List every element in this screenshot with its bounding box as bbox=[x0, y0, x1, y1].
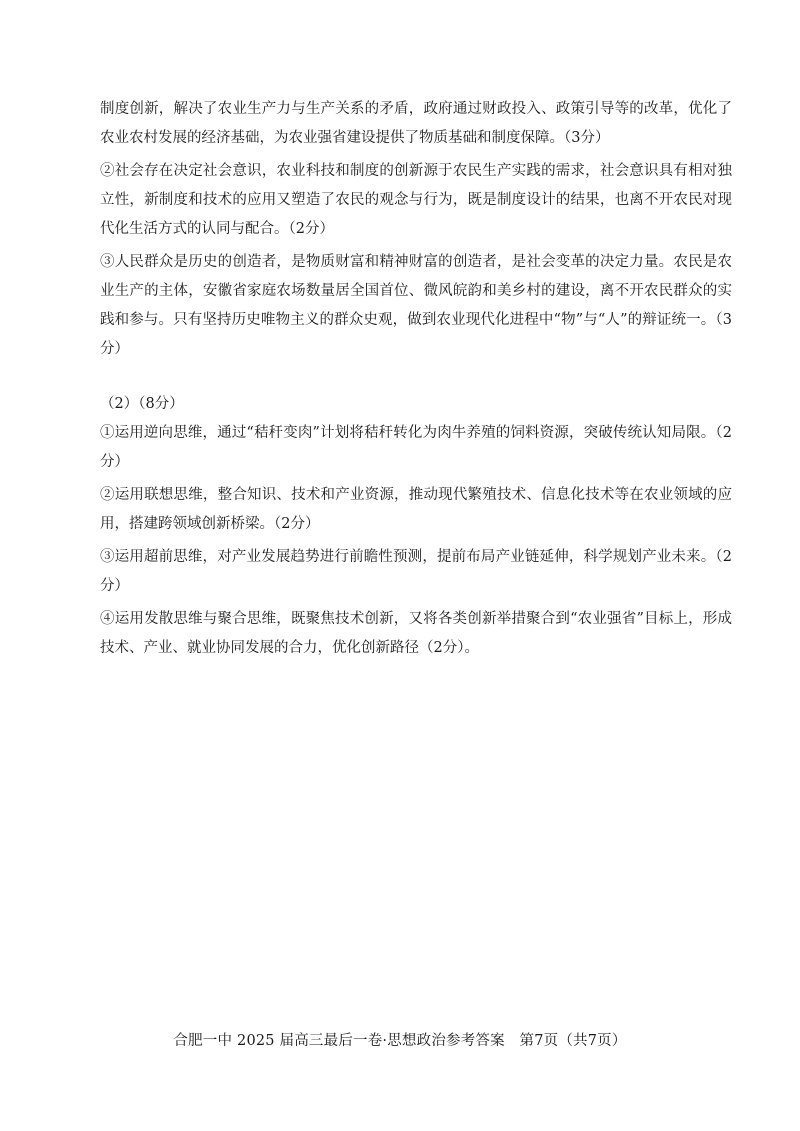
answer-paragraph-continuation: 制度创新，解决了农业生产力与生产关系的矛盾，政府通过财政投入、政策引导等的改革，优化了农业农村发展的经济基础，为农业强省建设提供了物质基础和制度保障。（3分） bbox=[100, 101, 732, 146]
question-2-point-2: ②运用联想思维，整合知识、技术和产业资源，推动现代繁殖技术、信息化技术等在农业领域的应用，搭建跨领域创新桥梁。（2分） bbox=[100, 487, 732, 532]
answer-point-3: ③人民群众是历史的创造者，是物质财富和精神财富的创造者，是社会变革的决定力量。农民是农业生产的主体，安徽省家庭农场数量居全国首位、微风皖韵和美乡村的建设，离不开农民群众的实践和参与。只有坚持历史唯物主义的群众史观，做到农业现代化进程中“物”与“人”的辩证统一。（3分） bbox=[100, 254, 732, 357]
answer-content bbox=[100, 95, 732, 667]
page-footer: 合肥一中 2025 届高三最后一卷·思想政治参考答案 第7页（共7页） bbox=[173, 1033, 627, 1049]
question-2-point-3: ③运用超前思维，对产业发展趋势进行前瞻性预测，提前布局产业链延伸，科学规划产业未来。（2分） bbox=[100, 549, 732, 594]
question-2-heading: （2）（8分） bbox=[100, 396, 184, 412]
question-2-point-1: ①运用逆向思维，通过“秸秆变肉”计划将秸秆转化为肉牛养殖的饲料资源，突破传统认知局限。（2分） bbox=[100, 425, 732, 470]
section-gap bbox=[100, 368, 732, 390]
question-2-point-4: ④运用发散思维与聚合思维，既聚焦技术创新，又将各类创新举措聚合到“农业强省”目标上，形成技术、产业、就业协同发展的合力，优化创新路径（2分）。 bbox=[100, 611, 732, 656]
answer-point-2: ②社会存在决定社会意识，农业科技和制度的创新源于农民生产实践的需求，社会意识具有相对独立性，新制度和技术的应用又塑造了农民的观念与行为，既是制度设计的结果，也离不开农民对现代化生活方式的认同与配合。（2分） bbox=[100, 163, 732, 237]
